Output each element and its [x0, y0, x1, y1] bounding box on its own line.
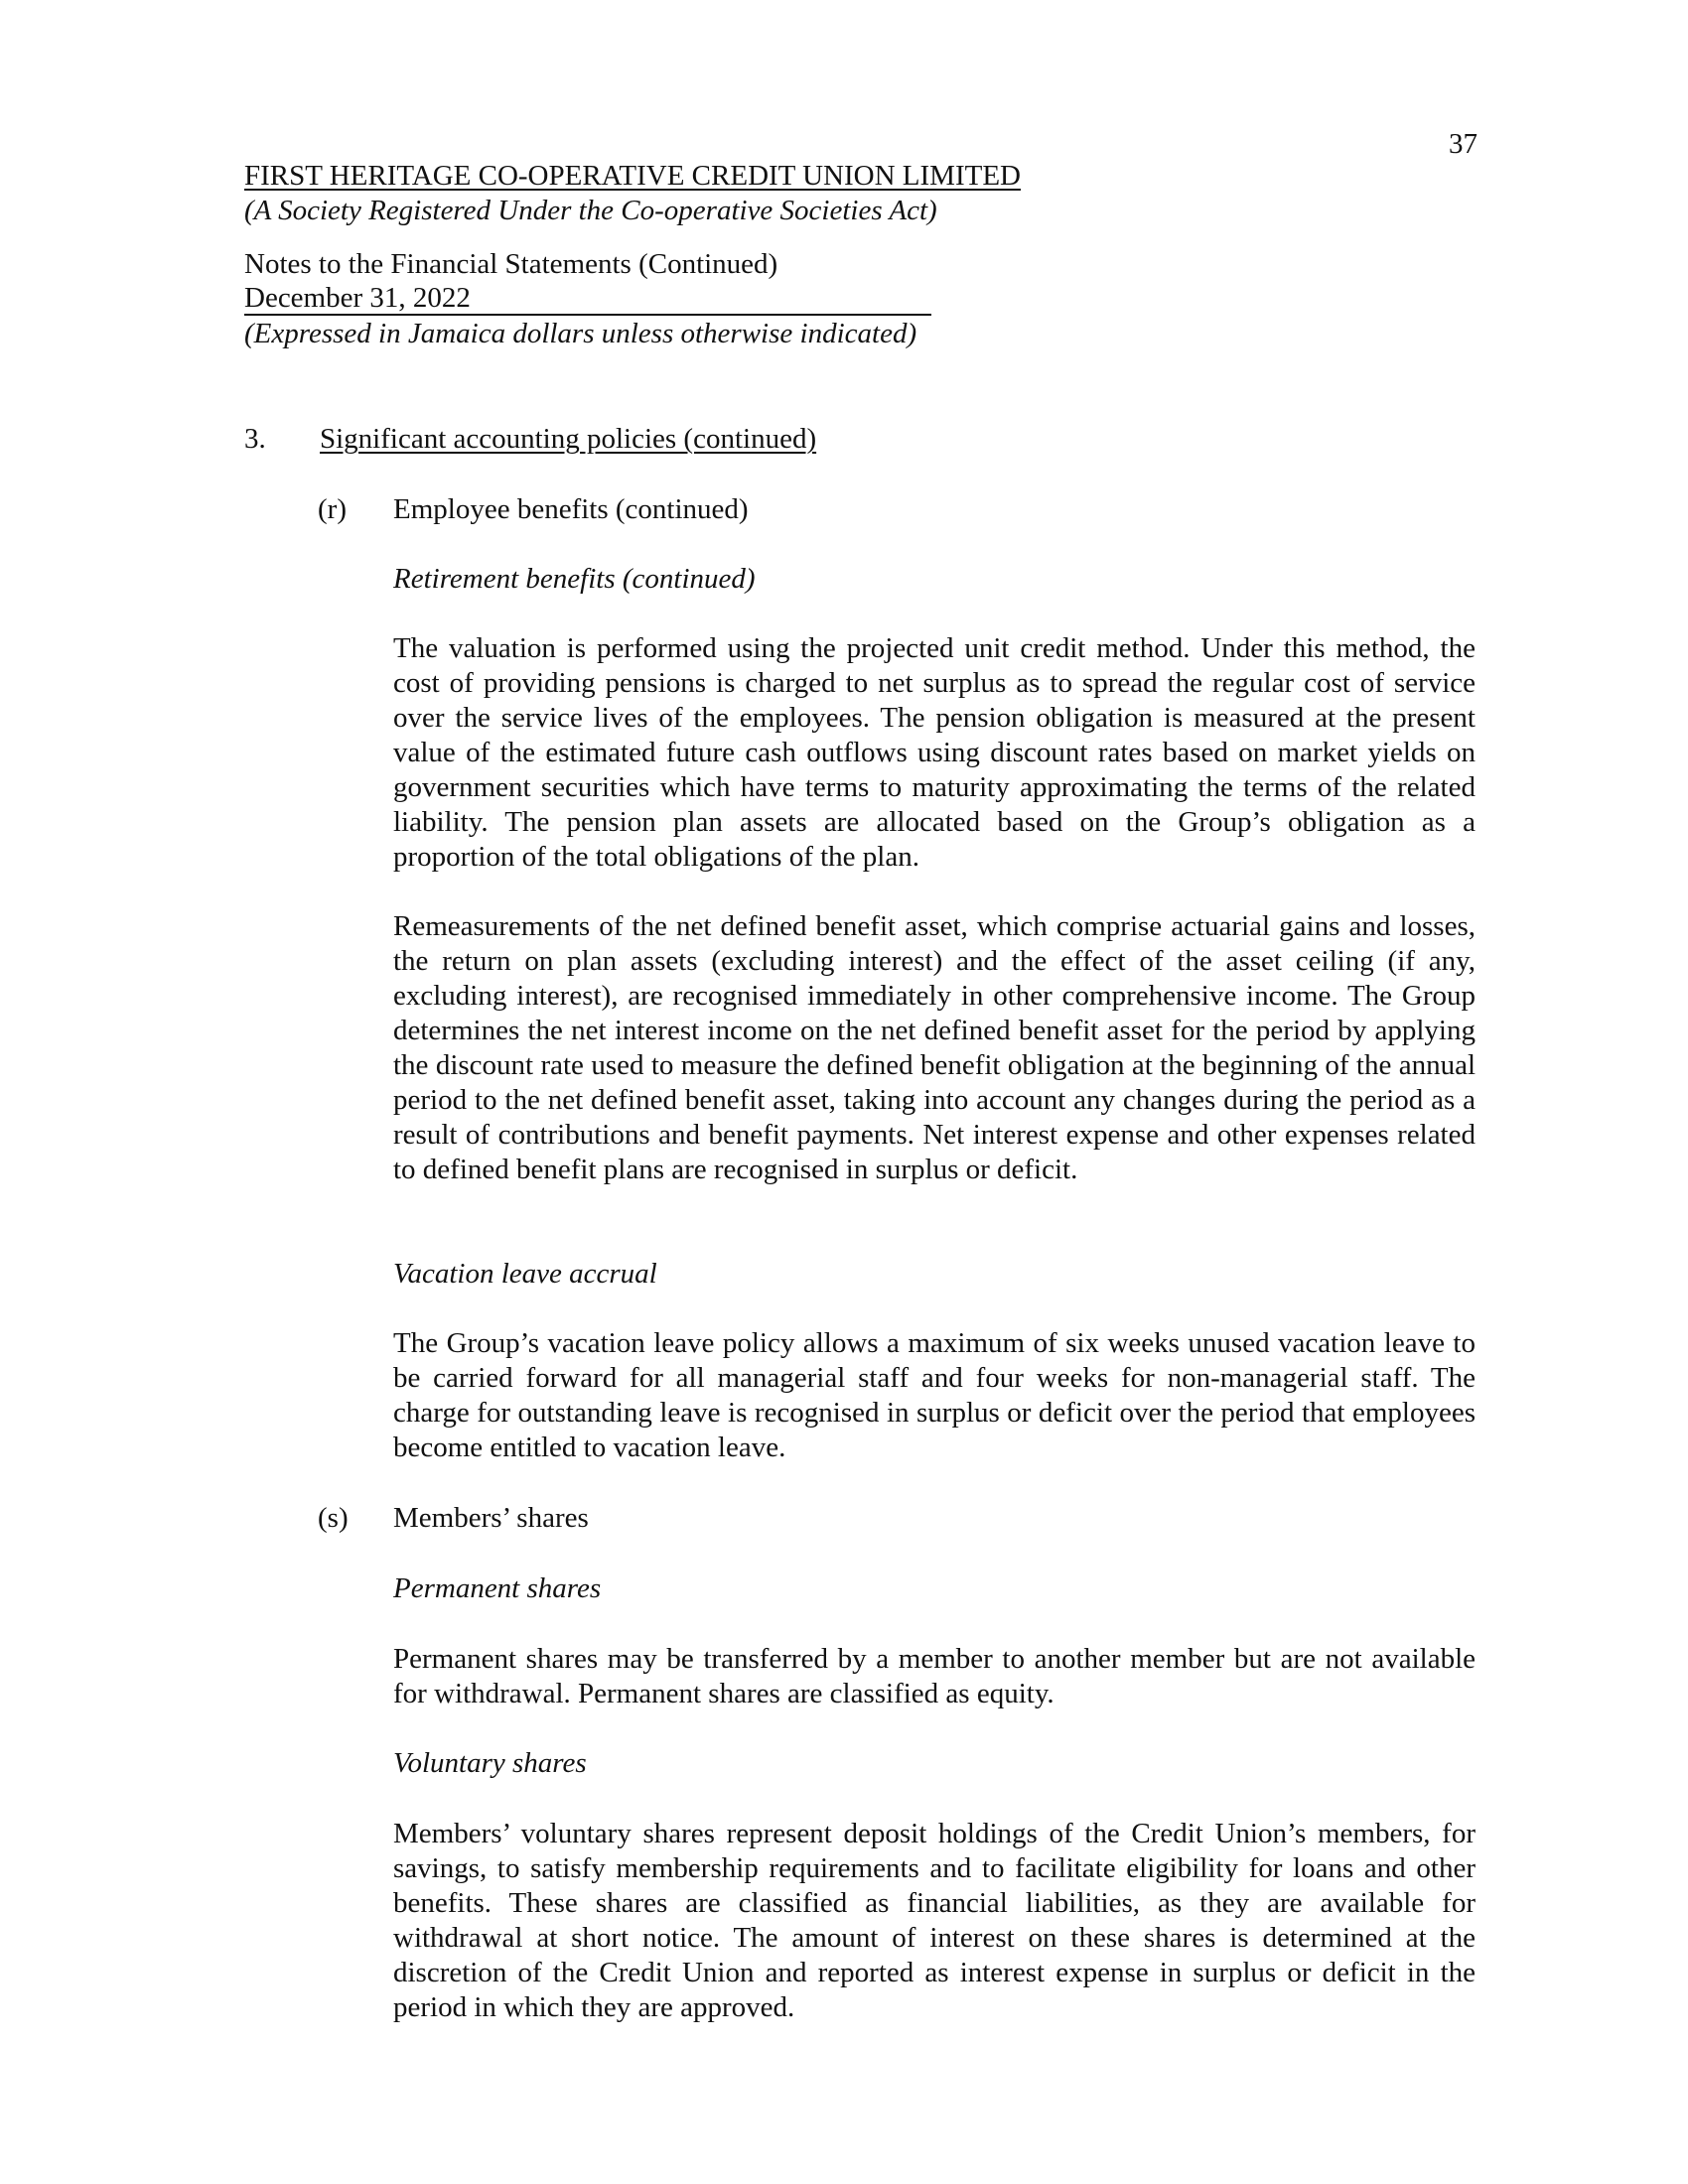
- section-number: 3.: [244, 423, 266, 455]
- notes-title: Notes to the Financial Statements (Continued): [244, 248, 778, 280]
- item-s-label: (s): [318, 1502, 349, 1534]
- section-title: Significant accounting policies (continued): [320, 423, 817, 455]
- item-s-title: Members’ shares: [393, 1502, 589, 1534]
- company-name: FIRST HERITAGE CO-OPERATIVE CREDIT UNION LIMITED: [244, 160, 1021, 192]
- retirement-paragraph-1: The valuation is performed using the projected unit credit method. Under this method, the cost of providing pensions is charged to net surplus as to spread the regular cost of service over the service lives of the employees. The pension obligation is measured at the present value of the estimated future cash outflows using discount rates based on market yields on government securities which have terms to maturity approximating the terms of the related liability. The pension plan assets are allocated based on the Group’s obligation as a proportion of the total obligations of the plan.: [393, 632, 1476, 873]
- permanent-shares-paragraph: Permanent shares may be transferred by a member to another member but are not available for withdrawal. Permanent shares are classified as equity.: [393, 1643, 1476, 1709]
- vacation-leave-paragraph: The Group’s vacation leave policy allows a maximum of six weeks unused vacation leave to be carried forward for all managerial staff and four weeks for non-managerial staff. The charge for outstanding leave is recognised in surplus or deficit over the period that employees become entitled to vacation leave.: [393, 1327, 1476, 1463]
- company-subtitle: (A Society Registered Under the Co-operative Societies Act): [244, 195, 937, 226]
- item-r-title: Employee benefits (continued): [393, 493, 749, 525]
- page-number: 37: [1449, 128, 1477, 160]
- vacation-leave-heading: Vacation leave accrual: [393, 1258, 657, 1290]
- permanent-shares-heading: Permanent shares: [393, 1572, 602, 1604]
- retirement-benefits-heading: Retirement benefits (continued): [393, 563, 756, 595]
- voluntary-shares-heading: Voluntary shares: [393, 1747, 587, 1779]
- currency-note: (Expressed in Jamaica dollars unless otherwise indicated): [244, 318, 917, 349]
- voluntary-shares-paragraph: Members’ voluntary shares represent deposit holdings of the Credit Union’s members, for savings, to satisfy membership requirements and to facilitate eligibility for loans and other benefits. These shares are classified as financial liabilities, as they are available for withdrawal at short notice. The amount of interest on these shares is determined at the discretion of the Credit Union and reported as interest expense in surplus or deficit in the period in which they are approved.: [393, 1818, 1476, 2023]
- item-r-label: (r): [318, 493, 347, 525]
- retirement-paragraph-2: Remeasurements of the net defined benefit asset, which comprise actuarial gains and losses, the return on plan assets (excluding interest) and the effect of the asset ceiling (if any, excluding interest), are recognised immediately in other comprehensive income. The Group determines the net interest income on the net defined benefit asset for the period by applying the discount rate used to measure the defined benefit obligation at the beginning of the annual period to the net defined benefit asset, taking into account any changes during the period as a result of contributions and benefit payments. Net interest expense and other expenses related to defined benefit plans are recognised in surplus or deficit.: [393, 910, 1476, 1185]
- statement-date: December 31, 2022: [244, 282, 931, 316]
